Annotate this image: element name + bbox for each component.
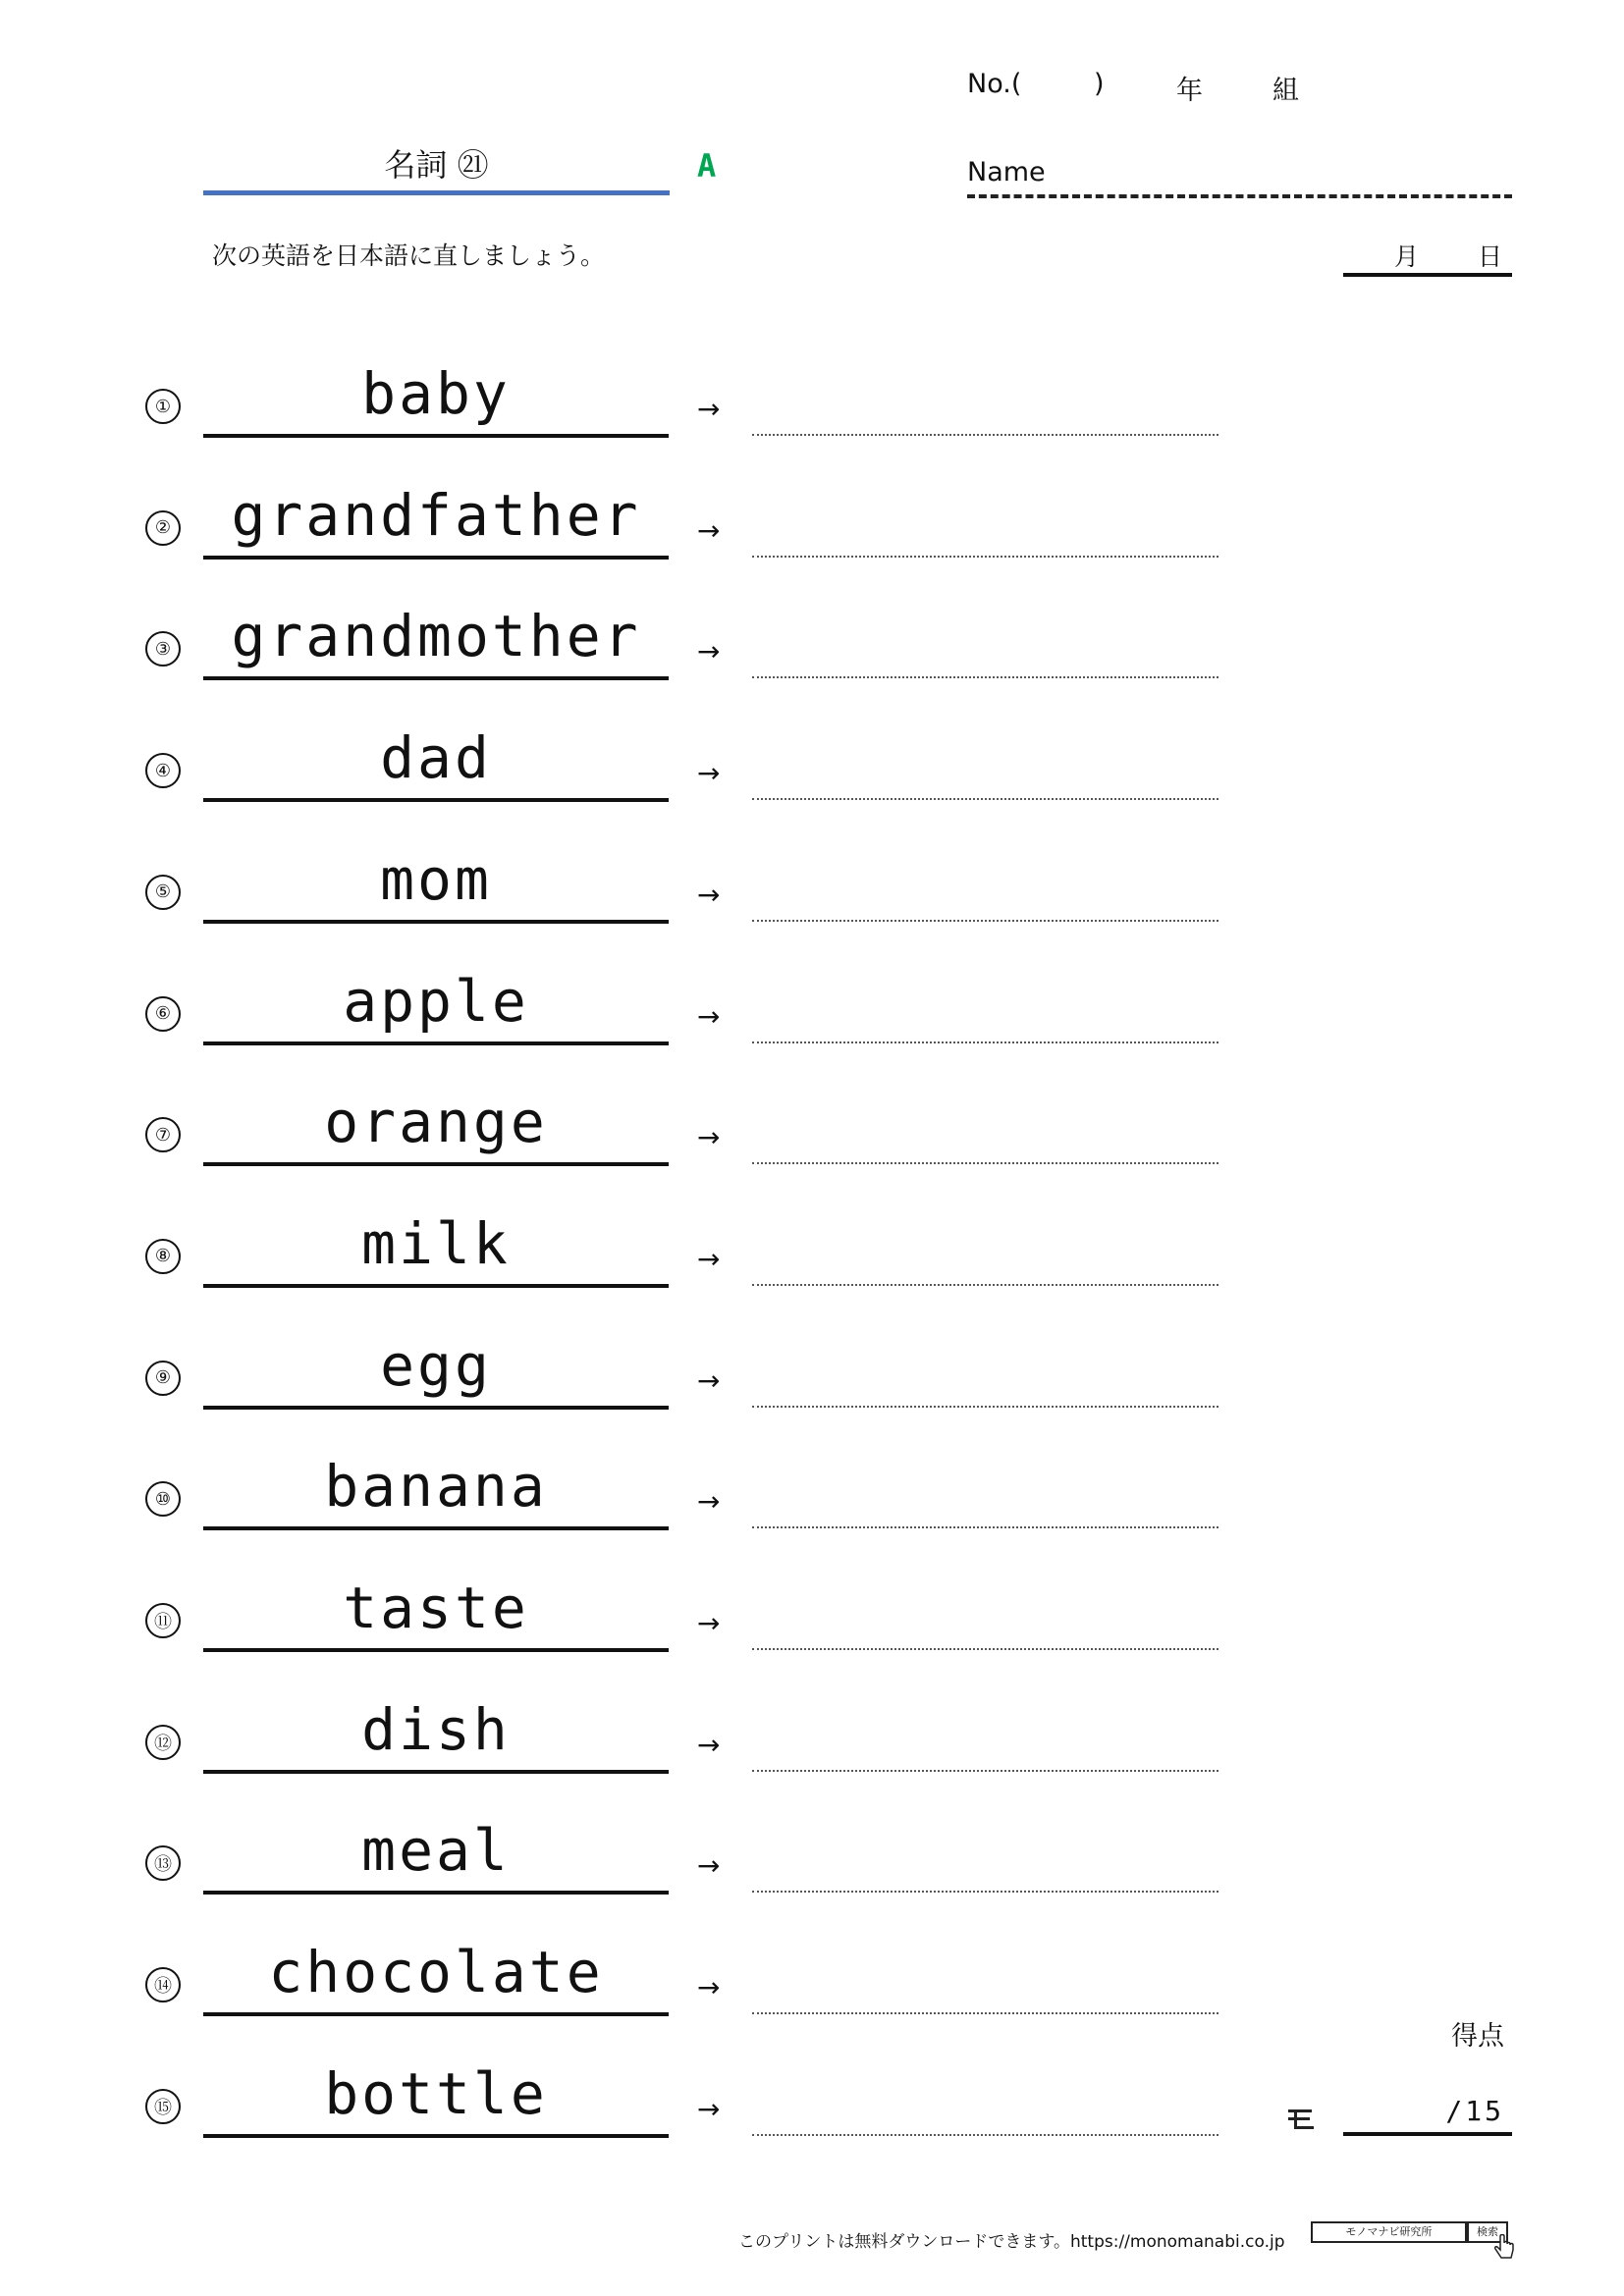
- question-word-box: [203, 353, 669, 438]
- arrow-icon: →: [697, 1849, 721, 1883]
- question-number: ⑥: [145, 996, 181, 1032]
- question-word: meal: [361, 1817, 511, 1885]
- question-word-box: [203, 1203, 669, 1288]
- question-word: grandfather: [231, 481, 641, 549]
- question-word-box: [203, 961, 669, 1045]
- date-field[interactable]: [1343, 234, 1512, 277]
- arrow-icon: →: [697, 1485, 721, 1519]
- answer-line[interactable]: [752, 1770, 1218, 1772]
- question-word: banana: [324, 1453, 548, 1521]
- arrow-icon: →: [697, 1971, 721, 2004]
- question-word-box: [203, 1810, 669, 1895]
- arrow-icon: →: [697, 393, 721, 425]
- arrow-icon: →: [697, 1607, 721, 1639]
- answer-line[interactable]: [752, 798, 1218, 800]
- hand-cursor-icon: [1494, 2234, 1516, 2262]
- name-label: Name: [967, 157, 1046, 187]
- question-word-box: [203, 1446, 669, 1530]
- question-word: apple: [343, 967, 529, 1035]
- arrow-icon: →: [697, 878, 721, 911]
- logo-mark-icon: [1286, 2107, 1316, 2132]
- question-number: ⑦: [145, 1117, 181, 1152]
- question-word: baby: [361, 360, 511, 427]
- question-number: ⑨: [145, 1361, 181, 1396]
- answer-line[interactable]: [752, 1891, 1218, 1893]
- question-word-box: [203, 1325, 669, 1410]
- question-word: taste: [343, 1575, 529, 1641]
- arrow-icon: →: [697, 513, 721, 547]
- question-number: ⑮: [145, 2089, 181, 2124]
- answer-line[interactable]: [752, 1284, 1218, 1286]
- score-field[interactable]: [1343, 2091, 1512, 2136]
- question-word: egg: [380, 1331, 492, 1399]
- answer-line[interactable]: [752, 1526, 1218, 1528]
- question-number: ⑬: [145, 1845, 181, 1881]
- question-number: ⑭: [145, 1967, 181, 2002]
- answer-line[interactable]: [752, 2134, 1218, 2136]
- month-label: 月: [1394, 242, 1420, 271]
- arrow-icon: →: [697, 2092, 721, 2125]
- question-word: mom: [380, 845, 492, 913]
- question-word: milk: [361, 1209, 511, 1277]
- answer-line[interactable]: [752, 1406, 1218, 1408]
- answer-line[interactable]: [752, 920, 1218, 922]
- answer-line[interactable]: [752, 2012, 1218, 2014]
- question-word-box: [203, 2054, 669, 2138]
- question-number: ⑩: [145, 1481, 181, 1517]
- question-word: bottle: [324, 2059, 548, 2127]
- search-box[interactable]: モノマナビ研究所: [1311, 2221, 1467, 2243]
- answer-line[interactable]: [752, 676, 1218, 678]
- instructions: 次の英語を日本語に直しましょう。: [212, 241, 606, 270]
- question-word: chocolate: [268, 1939, 604, 2006]
- score-total: /15: [1445, 2095, 1504, 2127]
- question-word-box: [203, 1082, 669, 1166]
- question-word-box: [203, 1689, 669, 1774]
- year-label: 年: [1176, 76, 1203, 106]
- question-number: ⑧: [145, 1239, 181, 1274]
- question-word: dad: [380, 724, 492, 792]
- question-word-box: [203, 1568, 669, 1652]
- footer-download-note: このプリントは無料ダウンロードできます。https://monomanabi.co.jp: [738, 2232, 1285, 2252]
- arrow-icon: →: [697, 635, 721, 668]
- question-word-box: [203, 596, 669, 680]
- number-close-paren: ): [1094, 69, 1105, 99]
- question-word-box: [203, 718, 669, 802]
- level-badge: A: [697, 147, 717, 185]
- question-word: dish: [361, 1695, 511, 1763]
- question-number: ③: [145, 631, 181, 667]
- answer-line[interactable]: [752, 1041, 1218, 1043]
- question-number: ⑤: [145, 875, 181, 910]
- search-button[interactable]: 検索: [1467, 2221, 1508, 2243]
- question-number: ④: [145, 753, 181, 788]
- arrow-icon: →: [697, 1121, 721, 1154]
- question-number: ⑫: [145, 1725, 181, 1760]
- answer-line[interactable]: [752, 556, 1218, 558]
- question-word-box: [203, 839, 669, 924]
- question-word: orange: [324, 1089, 548, 1156]
- arrow-icon: →: [697, 1728, 721, 1761]
- arrow-icon: →: [697, 1363, 721, 1397]
- day-label: 日: [1478, 242, 1503, 271]
- score-label: 得点: [1451, 2021, 1504, 2052]
- question-word: grandmother: [231, 603, 641, 670]
- answer-line[interactable]: [752, 1648, 1218, 1650]
- number-label: No.(: [967, 69, 1022, 99]
- class-label: 組: [1272, 76, 1299, 106]
- answer-line[interactable]: [752, 434, 1218, 436]
- arrow-icon: →: [697, 1242, 721, 1275]
- answer-line[interactable]: [752, 1162, 1218, 1164]
- question-word-box: [203, 1932, 669, 2016]
- question-number: ⑪: [145, 1603, 181, 1638]
- question-number: ①: [145, 389, 181, 424]
- arrow-icon: →: [697, 999, 721, 1033]
- worksheet-title: 名詞 ㉑: [203, 143, 670, 195]
- question-number: ②: [145, 510, 181, 546]
- question-word-box: [203, 475, 669, 560]
- arrow-icon: →: [697, 757, 721, 790]
- name-field[interactable]: [967, 153, 1512, 198]
